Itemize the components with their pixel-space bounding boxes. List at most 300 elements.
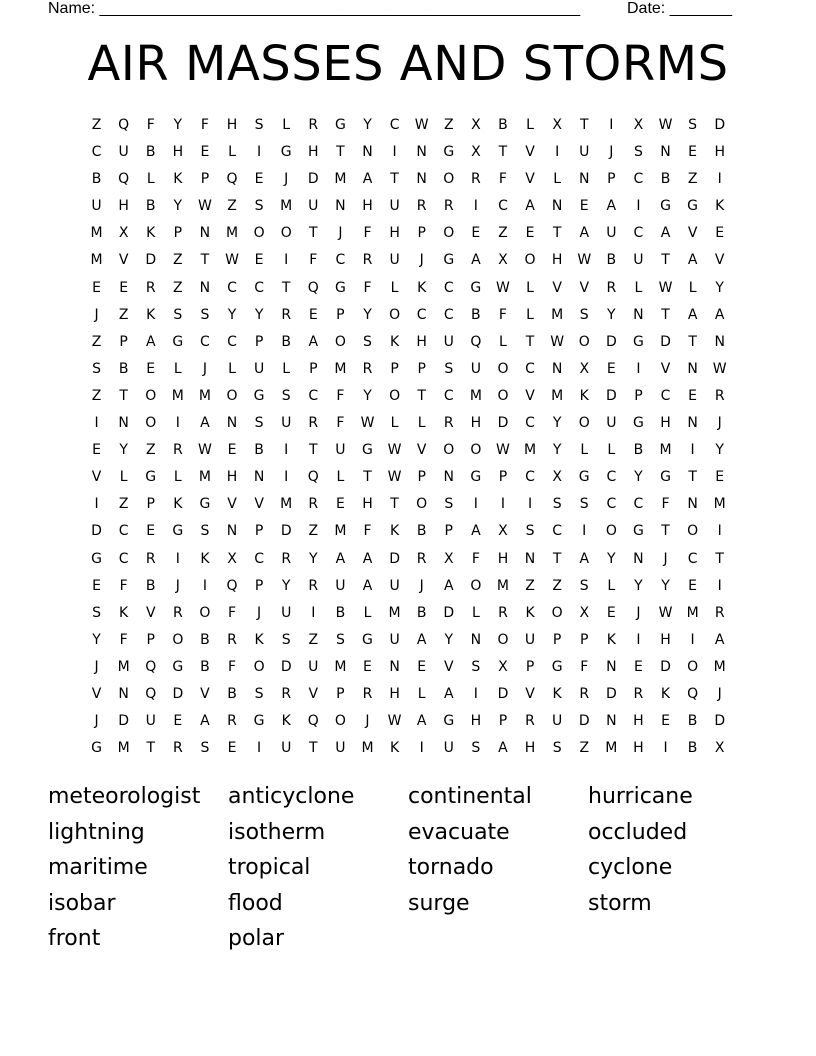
- grid-cell[interactable]: W: [658, 279, 673, 296]
- grid-cell[interactable]: P: [498, 713, 508, 730]
- grid-cell[interactable]: E: [363, 658, 372, 675]
- grid-cell[interactable]: B: [498, 117, 508, 133]
- grid-cell[interactable]: P: [173, 225, 183, 242]
- grid-cell[interactable]: S: [200, 523, 210, 540]
- grid-cell[interactable]: M: [388, 604, 401, 621]
- grid-cell[interactable]: O: [524, 252, 536, 269]
- grid-cell[interactable]: N: [443, 469, 454, 486]
- grid-cell[interactable]: N: [335, 198, 346, 215]
- grid-cell[interactable]: H: [389, 225, 400, 242]
- grid-cell[interactable]: K: [552, 685, 562, 702]
- grid-cell[interactable]: G: [551, 658, 563, 675]
- grid-cell[interactable]: K: [660, 685, 671, 702]
- grid-cell[interactable]: D: [660, 658, 671, 675]
- grid-cell[interactable]: K: [389, 523, 400, 540]
- grid-cell[interactable]: G: [687, 198, 699, 215]
- grid-cell[interactable]: Z: [498, 225, 508, 242]
- grid-cell[interactable]: V: [416, 442, 427, 459]
- grid-cell[interactable]: A: [200, 713, 210, 730]
- grid-cell[interactable]: E: [92, 442, 101, 459]
- grid-cell[interactable]: W: [360, 415, 375, 432]
- grid-cell[interactable]: R: [714, 604, 725, 621]
- grid-cell[interactable]: B: [416, 523, 427, 540]
- grid-cell[interactable]: I: [284, 252, 289, 269]
- grid-cell[interactable]: J: [338, 225, 343, 242]
- grid-cell[interactable]: F: [580, 658, 589, 675]
- grid-cell[interactable]: U: [253, 360, 265, 377]
- grid-cell[interactable]: S: [471, 740, 481, 757]
- grid-cell[interactable]: M: [551, 387, 564, 404]
- grid-cell[interactable]: X: [227, 550, 237, 567]
- grid-cell[interactable]: F: [498, 171, 507, 188]
- grid-cell[interactable]: C: [200, 333, 210, 350]
- grid-cell[interactable]: U: [281, 740, 292, 757]
- grid-cell[interactable]: F: [336, 415, 345, 432]
- grid-cell[interactable]: G: [632, 333, 644, 350]
- grid-cell[interactable]: P: [525, 658, 535, 675]
- grid-cell[interactable]: M: [713, 658, 726, 675]
- grid-cell[interactable]: H: [362, 198, 373, 215]
- grid-cell[interactable]: L: [228, 144, 236, 161]
- grid-cell[interactable]: M: [551, 306, 564, 323]
- grid-cell[interactable]: L: [119, 469, 128, 486]
- grid-cell[interactable]: L: [499, 333, 507, 350]
- grid-cell[interactable]: Y: [119, 442, 128, 459]
- grid-cell[interactable]: E: [715, 225, 725, 242]
- grid-cell[interactable]: N: [118, 415, 129, 432]
- grid-cell[interactable]: O: [253, 225, 265, 242]
- grid-cell[interactable]: B: [687, 740, 698, 757]
- grid-cell[interactable]: V: [91, 469, 102, 486]
- grid-cell[interactable]: K: [606, 631, 616, 648]
- grid-cell[interactable]: U: [552, 713, 563, 730]
- grid-cell[interactable]: T: [661, 252, 670, 269]
- name-field[interactable]: Name: ______________________________________________________: [48, 0, 581, 17]
- grid-cell[interactable]: D: [389, 550, 400, 567]
- grid-cell[interactable]: V: [525, 144, 535, 161]
- grid-cell[interactable]: X: [552, 469, 562, 486]
- grid-cell[interactable]: R: [362, 360, 373, 377]
- grid-cell[interactable]: M: [524, 442, 537, 459]
- grid-cell[interactable]: G: [172, 333, 184, 350]
- grid-cell[interactable]: A: [525, 198, 535, 215]
- grid-cell[interactable]: U: [579, 144, 590, 161]
- grid-cell[interactable]: H: [660, 415, 671, 432]
- grid-cell[interactable]: A: [579, 550, 590, 567]
- grid-cell[interactable]: R: [308, 577, 319, 594]
- grid-cell[interactable]: R: [172, 604, 183, 621]
- grid-cell[interactable]: W: [496, 279, 510, 296]
- grid-cell[interactable]: O: [334, 713, 346, 730]
- grid-cell[interactable]: X: [579, 604, 590, 621]
- grid-cell[interactable]: B: [200, 631, 210, 648]
- grid-cell[interactable]: E: [417, 658, 427, 675]
- grid-cell[interactable]: E: [173, 713, 183, 730]
- grid-cell[interactable]: E: [227, 740, 237, 757]
- grid-cell[interactable]: Y: [254, 306, 264, 323]
- grid-cell[interactable]: S: [579, 577, 589, 594]
- grid-cell[interactable]: Y: [634, 577, 643, 594]
- grid-cell[interactable]: N: [633, 550, 644, 567]
- grid-cell[interactable]: Z: [308, 523, 319, 540]
- grid-cell[interactable]: Z: [443, 117, 454, 133]
- grid-cell[interactable]: S: [281, 387, 291, 404]
- grid-cell[interactable]: N: [416, 171, 427, 188]
- grid-cell[interactable]: T: [579, 117, 589, 133]
- grid-cell[interactable]: N: [606, 713, 617, 730]
- grid-cell[interactable]: X: [498, 658, 508, 675]
- grid-cell[interactable]: N: [633, 306, 644, 323]
- grid-cell[interactable]: V: [525, 171, 535, 188]
- grid-cell[interactable]: C: [227, 279, 237, 296]
- grid-cell[interactable]: F: [309, 252, 318, 269]
- grid-cell[interactable]: S: [525, 523, 535, 540]
- grid-cell[interactable]: C: [633, 496, 644, 513]
- grid-cell[interactable]: L: [553, 171, 562, 188]
- grid-cell[interactable]: C: [525, 360, 535, 377]
- grid-cell[interactable]: T: [200, 252, 210, 269]
- grid-cell[interactable]: S: [363, 333, 372, 350]
- grid-cell[interactable]: R: [281, 306, 292, 323]
- grid-cell[interactable]: V: [579, 279, 590, 296]
- grid-cell[interactable]: E: [146, 360, 156, 377]
- grid-cell[interactable]: X: [579, 360, 590, 377]
- grid-cell[interactable]: C: [227, 333, 237, 350]
- grid-cell[interactable]: V: [443, 658, 454, 675]
- grid-cell[interactable]: D: [714, 713, 726, 730]
- grid-cell[interactable]: O: [443, 225, 455, 242]
- grid-cell[interactable]: R: [145, 279, 156, 296]
- grid-cell[interactable]: G: [660, 198, 671, 215]
- grid-cell[interactable]: J: [94, 713, 99, 730]
- grid-cell[interactable]: H: [389, 685, 400, 702]
- grid-cell[interactable]: R: [443, 415, 454, 432]
- grid-cell[interactable]: T: [363, 469, 372, 486]
- grid-cell[interactable]: R: [714, 387, 725, 404]
- grid-cell[interactable]: T: [390, 171, 399, 188]
- grid-cell[interactable]: T: [336, 144, 345, 161]
- grid-cell[interactable]: F: [146, 117, 155, 133]
- grid-cell[interactable]: M: [334, 360, 347, 377]
- grid-cell[interactable]: X: [471, 117, 481, 133]
- grid-cell[interactable]: U: [389, 252, 400, 269]
- grid-cell[interactable]: W: [550, 333, 565, 350]
- grid-cell[interactable]: S: [281, 631, 291, 648]
- grid-cell[interactable]: C: [118, 550, 129, 567]
- grid-cell[interactable]: X: [498, 252, 508, 269]
- grid-cell[interactable]: O: [470, 577, 482, 594]
- grid-cell[interactable]: N: [389, 658, 400, 675]
- grid-cell[interactable]: T: [552, 550, 562, 567]
- grid-cell[interactable]: B: [660, 171, 671, 188]
- grid-cell[interactable]: I: [94, 415, 99, 432]
- grid-cell[interactable]: A: [362, 550, 373, 567]
- grid-cell[interactable]: U: [91, 198, 102, 215]
- grid-cell[interactable]: Z: [525, 577, 535, 594]
- grid-cell[interactable]: H: [226, 117, 238, 133]
- grid-cell[interactable]: I: [636, 198, 641, 215]
- grid-cell[interactable]: S: [254, 117, 264, 133]
- grid-cell[interactable]: Y: [552, 415, 562, 432]
- grid-cell[interactable]: N: [118, 685, 129, 702]
- grid-cell[interactable]: G: [632, 523, 644, 540]
- grid-cell[interactable]: D: [280, 658, 292, 675]
- grid-cell[interactable]: I: [690, 442, 695, 459]
- grid-cell[interactable]: W: [225, 252, 239, 269]
- grid-cell[interactable]: U: [118, 144, 129, 161]
- grid-cell[interactable]: K: [173, 496, 183, 513]
- grid-cell[interactable]: S: [688, 117, 698, 133]
- grid-cell[interactable]: W: [198, 198, 212, 215]
- grid-cell[interactable]: K: [119, 604, 129, 621]
- grid-cell[interactable]: S: [200, 740, 210, 757]
- grid-cell[interactable]: U: [606, 415, 617, 432]
- grid-cell[interactable]: E: [92, 577, 101, 594]
- grid-cell[interactable]: N: [362, 144, 373, 161]
- grid-cell[interactable]: M: [280, 198, 293, 215]
- grid-cell[interactable]: D: [145, 252, 157, 269]
- grid-cell[interactable]: K: [525, 604, 535, 621]
- grid-cell[interactable]: I: [311, 604, 316, 621]
- grid-cell[interactable]: R: [145, 550, 156, 567]
- grid-cell[interactable]: G: [470, 469, 482, 486]
- grid-cell[interactable]: N: [551, 198, 563, 215]
- grid-cell[interactable]: U: [335, 442, 346, 459]
- grid-cell[interactable]: I: [473, 496, 478, 513]
- grid-cell[interactable]: S: [254, 685, 264, 702]
- grid-cell[interactable]: Y: [607, 306, 616, 323]
- grid-cell[interactable]: I: [257, 144, 262, 161]
- grid-cell[interactable]: L: [417, 415, 426, 432]
- grid-cell[interactable]: P: [336, 685, 345, 702]
- grid-cell[interactable]: C: [633, 171, 644, 188]
- grid-cell[interactable]: T: [525, 333, 535, 350]
- grid-cell[interactable]: J: [717, 415, 722, 432]
- grid-cell[interactable]: V: [227, 496, 237, 513]
- grid-cell[interactable]: E: [579, 198, 589, 215]
- grid-cell[interactable]: P: [417, 469, 426, 486]
- grid-cell[interactable]: P: [417, 360, 426, 377]
- grid-cell[interactable]: U: [389, 577, 400, 594]
- grid-cell[interactable]: D: [497, 415, 509, 432]
- grid-cell[interactable]: H: [551, 252, 563, 269]
- grid-cell[interactable]: S: [173, 306, 183, 323]
- grid-cell[interactable]: B: [227, 685, 237, 702]
- grid-cell[interactable]: F: [336, 387, 345, 404]
- grid-cell[interactable]: K: [281, 713, 291, 730]
- grid-cell[interactable]: O: [199, 604, 211, 621]
- grid-cell[interactable]: R: [227, 631, 237, 648]
- grid-cell[interactable]: I: [636, 360, 641, 377]
- grid-cell[interactable]: T: [661, 523, 670, 540]
- grid-cell[interactable]: E: [661, 713, 670, 730]
- grid-cell[interactable]: T: [417, 387, 426, 404]
- grid-cell[interactable]: C: [416, 306, 427, 323]
- grid-cell[interactable]: P: [552, 631, 562, 648]
- grid-cell[interactable]: V: [254, 496, 264, 513]
- grid-cell[interactable]: N: [551, 360, 563, 377]
- grid-cell[interactable]: O: [497, 360, 509, 377]
- grid-cell[interactable]: Z: [118, 496, 129, 513]
- grid-cell[interactable]: I: [609, 117, 614, 133]
- grid-cell[interactable]: N: [226, 523, 238, 540]
- grid-cell[interactable]: V: [660, 360, 671, 377]
- grid-cell[interactable]: I: [663, 740, 668, 757]
- grid-cell[interactable]: P: [580, 631, 589, 648]
- grid-cell[interactable]: Q: [470, 333, 482, 350]
- grid-cell[interactable]: A: [335, 550, 346, 567]
- grid-cell[interactable]: L: [173, 469, 182, 486]
- grid-cell[interactable]: W: [198, 442, 212, 459]
- grid-cell[interactable]: U: [524, 631, 536, 648]
- grid-cell[interactable]: D: [172, 685, 184, 702]
- grid-cell[interactable]: B: [145, 577, 156, 594]
- grid-cell[interactable]: R: [308, 117, 319, 133]
- grid-cell[interactable]: R: [525, 713, 535, 730]
- grid-cell[interactable]: E: [471, 225, 481, 242]
- grid-cell[interactable]: F: [227, 604, 237, 621]
- grid-cell[interactable]: Q: [307, 279, 319, 296]
- grid-cell[interactable]: D: [605, 387, 617, 404]
- grid-cell[interactable]: G: [172, 658, 184, 675]
- grid-cell[interactable]: P: [444, 523, 453, 540]
- grid-cell[interactable]: P: [309, 360, 318, 377]
- grid-cell[interactable]: C: [443, 279, 454, 296]
- grid-cell[interactable]: R: [172, 442, 183, 459]
- grid-cell[interactable]: A: [714, 306, 725, 323]
- grid-cell[interactable]: E: [606, 360, 616, 377]
- grid-cell[interactable]: P: [607, 171, 616, 188]
- grid-cell[interactable]: J: [94, 658, 99, 675]
- grid-cell[interactable]: B: [687, 713, 698, 730]
- grid-cell[interactable]: J: [175, 577, 180, 594]
- grid-cell[interactable]: I: [94, 496, 99, 513]
- grid-cell[interactable]: Y: [634, 469, 643, 486]
- grid-cell[interactable]: K: [389, 740, 400, 757]
- grid-cell[interactable]: B: [145, 198, 156, 215]
- grid-cell[interactable]: U: [470, 360, 481, 377]
- grid-cell[interactable]: D: [660, 333, 671, 350]
- grid-cell[interactable]: T: [688, 469, 697, 486]
- grid-cell[interactable]: S: [552, 740, 562, 757]
- grid-cell[interactable]: C: [606, 469, 617, 486]
- grid-cell[interactable]: O: [497, 631, 509, 648]
- grid-cell[interactable]: D: [497, 685, 509, 702]
- grid-cell[interactable]: M: [198, 387, 211, 404]
- grid-cell[interactable]: Y: [363, 117, 372, 133]
- grid-cell[interactable]: C: [525, 469, 535, 486]
- grid-cell[interactable]: J: [365, 713, 370, 730]
- grid-cell[interactable]: P: [390, 360, 399, 377]
- grid-cell[interactable]: B: [91, 171, 102, 188]
- grid-cell[interactable]: T: [715, 550, 724, 567]
- grid-cell[interactable]: G: [253, 713, 265, 730]
- grid-cell[interactable]: I: [257, 740, 262, 757]
- grid-cell[interactable]: C: [389, 117, 400, 133]
- grid-cell[interactable]: B: [200, 658, 210, 675]
- grid-cell[interactable]: M: [171, 387, 184, 404]
- grid-cell[interactable]: A: [416, 631, 427, 648]
- grid-cell[interactable]: A: [362, 171, 373, 188]
- grid-cell[interactable]: T: [661, 306, 670, 323]
- grid-cell[interactable]: G: [362, 631, 373, 648]
- grid-cell[interactable]: R: [362, 685, 373, 702]
- grid-cell[interactable]: A: [660, 225, 671, 242]
- grid-cell[interactable]: R: [281, 685, 292, 702]
- grid-cell[interactable]: E: [227, 442, 237, 459]
- grid-cell[interactable]: Q: [307, 713, 319, 730]
- grid-cell[interactable]: P: [119, 333, 128, 350]
- grid-cell[interactable]: M: [496, 577, 509, 594]
- grid-cell[interactable]: S: [444, 496, 454, 513]
- grid-cell[interactable]: M: [605, 740, 618, 757]
- grid-cell[interactable]: C: [254, 279, 264, 296]
- grid-cell[interactable]: T: [688, 333, 697, 350]
- grid-cell[interactable]: U: [389, 631, 400, 648]
- grid-cell[interactable]: A: [145, 333, 156, 350]
- grid-cell[interactable]: M: [280, 496, 293, 513]
- grid-cell[interactable]: R: [308, 496, 319, 513]
- grid-cell[interactable]: Y: [92, 631, 101, 648]
- grid-cell[interactable]: I: [473, 685, 478, 702]
- grid-cell[interactable]: D: [118, 713, 130, 730]
- grid-cell[interactable]: H: [497, 550, 509, 567]
- grid-cell[interactable]: X: [118, 225, 129, 242]
- grid-cell[interactable]: O: [687, 523, 699, 540]
- grid-cell[interactable]: G: [334, 117, 346, 133]
- grid-cell[interactable]: S: [579, 306, 589, 323]
- grid-cell[interactable]: G: [253, 387, 265, 404]
- grid-cell[interactable]: P: [634, 387, 643, 404]
- grid-cell[interactable]: M: [659, 442, 672, 459]
- grid-cell[interactable]: O: [145, 387, 157, 404]
- grid-cell[interactable]: I: [717, 577, 722, 594]
- grid-cell[interactable]: Y: [173, 198, 183, 215]
- grid-cell[interactable]: O: [578, 333, 590, 350]
- grid-cell[interactable]: D: [605, 685, 617, 702]
- grid-cell[interactable]: K: [417, 279, 427, 296]
- grid-cell[interactable]: L: [146, 171, 155, 188]
- grid-cell[interactable]: G: [632, 415, 644, 432]
- grid-cell[interactable]: D: [307, 171, 319, 188]
- grid-cell[interactable]: J: [609, 144, 614, 161]
- grid-cell[interactable]: J: [419, 252, 424, 269]
- grid-cell[interactable]: Q: [118, 171, 130, 188]
- grid-cell[interactable]: R: [470, 171, 481, 188]
- grid-cell[interactable]: H: [470, 713, 482, 730]
- grid-cell[interactable]: Q: [145, 685, 157, 702]
- grid-cell[interactable]: Z: [145, 442, 156, 459]
- grid-cell[interactable]: G: [443, 144, 455, 161]
- grid-cell[interactable]: I: [175, 415, 180, 432]
- grid-cell[interactable]: G: [660, 469, 671, 486]
- grid-cell[interactable]: Z: [227, 198, 237, 215]
- grid-cell[interactable]: J: [284, 171, 289, 188]
- grid-cell[interactable]: X: [471, 144, 481, 161]
- grid-cell[interactable]: T: [309, 442, 318, 459]
- grid-cell[interactable]: V: [714, 252, 725, 269]
- grid-cell[interactable]: Z: [308, 631, 319, 648]
- grid-cell[interactable]: O: [226, 387, 238, 404]
- grid-cell[interactable]: A: [200, 415, 210, 432]
- grid-cell[interactable]: W: [577, 252, 592, 269]
- grid-cell[interactable]: P: [146, 496, 155, 513]
- grid-cell[interactable]: L: [228, 360, 236, 377]
- grid-cell[interactable]: B: [145, 144, 156, 161]
- grid-cell[interactable]: P: [200, 171, 210, 188]
- grid-cell[interactable]: M: [225, 225, 239, 242]
- grid-cell[interactable]: V: [525, 685, 535, 702]
